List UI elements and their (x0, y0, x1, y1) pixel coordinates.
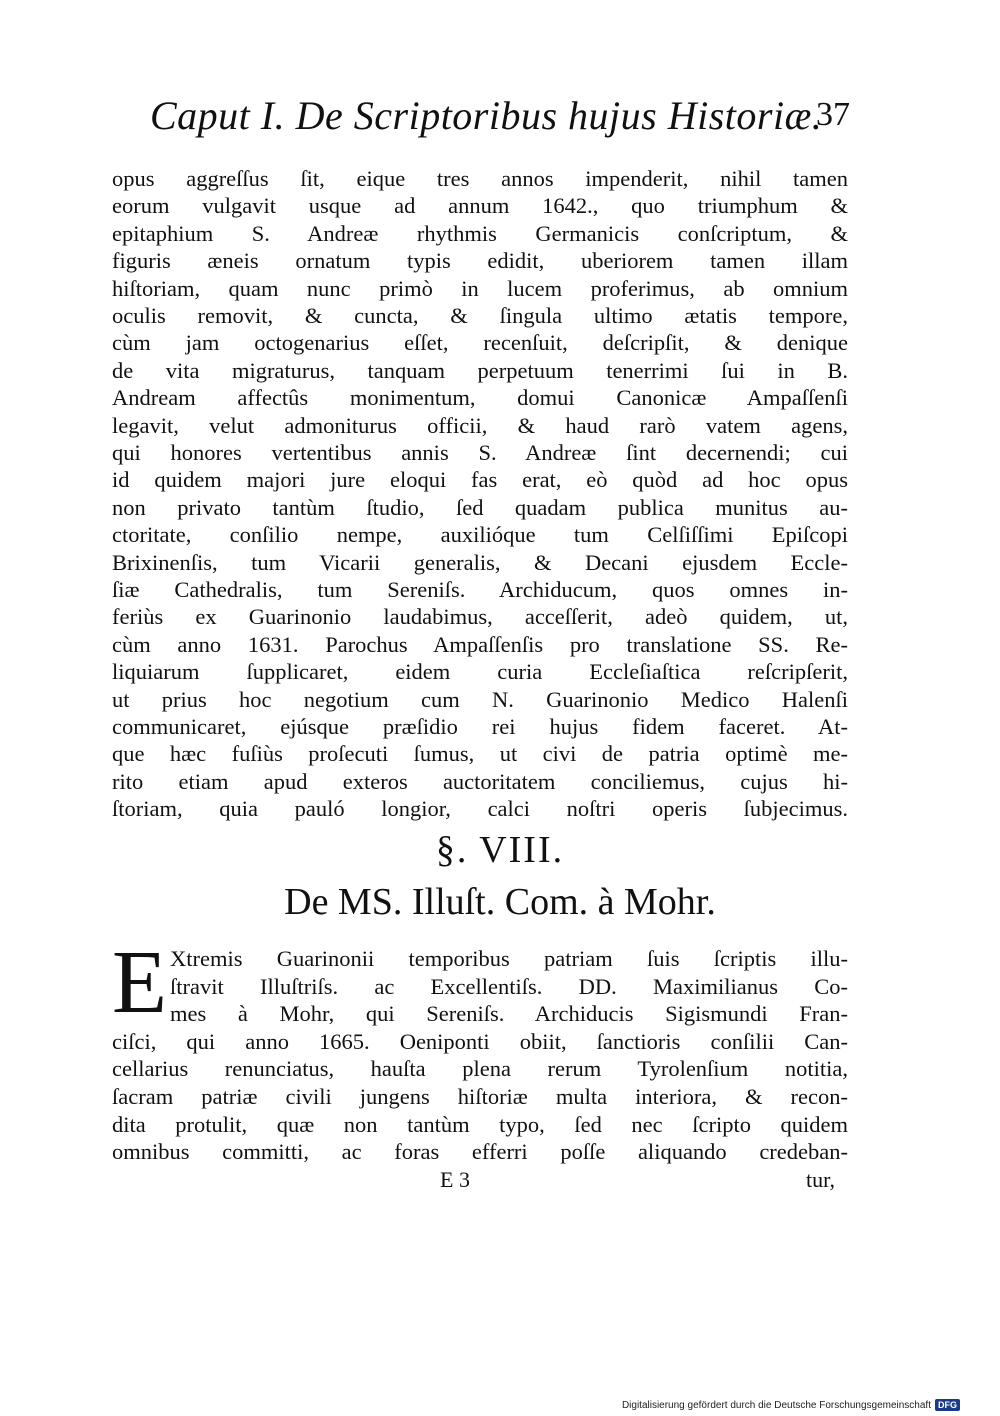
text-line: cellarius renunciatus, hauſta plena rerum Tyrolenſium notitia, (112, 1056, 848, 1082)
section-title: De MS. Illuſt. Com. à Mohr. (284, 881, 716, 923)
text-line: id quidem majori jure eloqui fas erat, eò quòd ad hoc opus (112, 467, 848, 493)
text-line: feriùs ex Guarinonio laudabimus, acceſſerit, adeò quidem, ut, (112, 604, 848, 630)
text-line: ut prius hoc negotium cum N. Guarinonio Medico Halenſi (112, 686, 848, 712)
text-line: opus aggreſſus ſit, eique tres annos impenderit, nihil tamen (112, 166, 848, 191)
text-line: ſtravit Illuſtriſs. ac Excellentiſs. DD. Maximilianus Co- (170, 973, 848, 999)
text-line: figuris æneis ornatum typis edidit, uberiorem tamen illam (112, 248, 848, 274)
text-line: legavit, velut admoniturus officii, & haud rarò vatem agens, (112, 412, 848, 438)
page-number: 37 (816, 96, 850, 133)
text-line: communicaret, ejúsque præſidio rei hujus fidem faceret. At- (112, 714, 848, 739)
text-line: epitaphium S. Andreæ rhythmis Germanicis conſcriptum, & (112, 220, 848, 246)
text-line: rito etiam apud exteros auctoritatem conciliemus, cujus hi- (112, 768, 848, 794)
dfg-logo: DFG (935, 1399, 960, 1411)
running-title: Caput I. De Scriptoribus hujus Historiæ. (150, 93, 823, 138)
text-line: eorum vulgavit usque ad annum 1642., quo triumphum & (112, 193, 848, 219)
text-line: Andream affectûs monimentum, domui Canonicæ Ampaſſenſi (112, 385, 848, 411)
text-line: oculis removit, & cuncta, & ſingula ultimo ætatis tempore, (112, 303, 848, 328)
text-line: qui honores vertentibus annis S. Andreæ ſint decernendi; cui (112, 440, 848, 465)
credit-text: Digitalisierung gefördert durch die Deutsche Forschungsgemeinschaft (621, 1399, 931, 1411)
text-line: dita protulit, quæ non tantùm typo, ſed nec ſcripto quidem (112, 1111, 848, 1137)
catchword: tur, (806, 1167, 836, 1192)
text-line: ſiæ Cathedralis, tum Sereniſs. Archiducum, quos omnes in- (112, 577, 848, 602)
text-line: hiſtoriam, quam nunc primò in lucem proferimus, ab omnium (112, 275, 848, 301)
text-line: liquiarum ſupplicaret, eidem curia Eccleſiaſtica reſcripſerit, (112, 659, 848, 685)
section-number: §. VIII. (435, 829, 565, 871)
text-line: ciſci, qui anno 1665. Oeniponti obiit, ſanctioris conſilii Can- (112, 1028, 848, 1054)
text-line: mes à Mohr, qui Sereniſs. Archiducis Sigismundi Fran- (170, 1001, 848, 1027)
running-header (150, 92, 850, 152)
text-line: omnibus committi, ac foras efferri poſſe aliquando credeban- (112, 1139, 848, 1165)
signature-mark: E 3 (440, 1167, 470, 1192)
text-line: Xtremis Guarinonii temporibus patriam ſuis ſcriptis illu- (170, 946, 848, 971)
text-line: ſacram patriæ civili jungens hiſtoriæ multa interiora, & recon- (112, 1084, 848, 1109)
digitization-credit (622, 1399, 960, 1411)
text-line: cùm jam octogenarius eſſet, recenſuit, deſcripſit, & denique (112, 330, 848, 356)
text-line: ſtoriam, quia pauló longior, calci noſtri operis ſubjecimus. (112, 796, 848, 822)
text-line: de vita migraturus, tanquam perpetuum tenerrimi ſui in B. (112, 357, 848, 383)
text-line: non privato tantùm ſtudio, ſed quadam publica munitus au- (112, 494, 848, 520)
text-line: ctoritate, conſilio nempe, auxilióque tum Celſiſſimi Epiſcopi (112, 522, 848, 548)
text-line: cùm anno 1631. Parochus Ampaſſenſis pro translatione SS. Re- (112, 631, 848, 657)
drop-cap: E (112, 933, 167, 1032)
text-line: que hæc fuſiùs proſecuti ſumus, ut civi de patria optimè me- (112, 741, 848, 767)
text-line: Brixinenſis, tum Vicarii generalis, & Decani ejusdem Eccle- (112, 549, 848, 575)
